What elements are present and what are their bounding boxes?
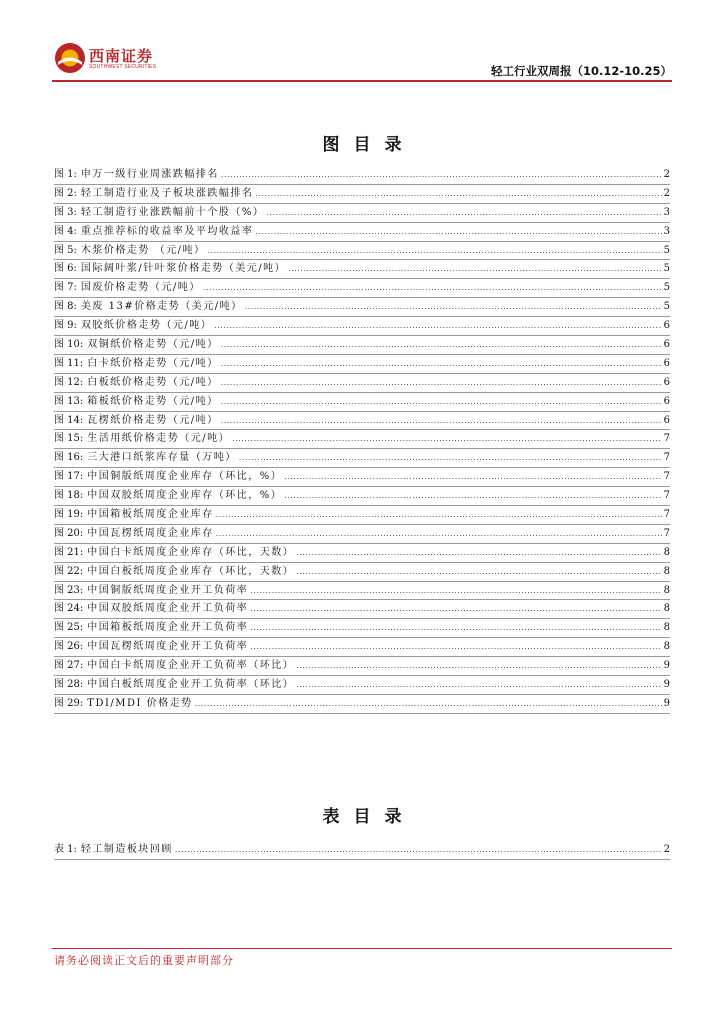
toc-entry-title: 双胶纸价格走势（元/吨）	[80, 320, 213, 332]
toc-entry-number: 图 29:	[54, 697, 84, 709]
toc-entry-number: 图 13:	[54, 395, 84, 407]
toc-entry-number: 图 9:	[54, 320, 77, 332]
toc-entry[interactable]	[54, 242, 670, 261]
toc-entry-title: 轻工制造板块回顾	[80, 844, 173, 855]
toc-entry-title: 重点推荐标的收益率及平均收益率	[80, 225, 254, 237]
toc-entry-title: 轻工制造行业涨跌幅前十个股（%）	[80, 206, 265, 218]
toc-entry[interactable]	[54, 563, 670, 582]
toc-entry[interactable]	[54, 468, 670, 487]
toc-entry[interactable]	[54, 223, 670, 242]
toc-entry-number: 图 18:	[54, 490, 84, 502]
footer-divider	[52, 948, 672, 949]
toc-leader-dots	[296, 544, 661, 563]
toc-entry-title: 中国箱板纸周度企业开工负荷率	[87, 622, 249, 634]
toc-entry-title: 中国瓦楞纸周度企业开工负荷率	[87, 641, 249, 653]
toc-leader-dots	[250, 600, 661, 619]
toc-entry-title: 中国瓦楞纸周度企业库存	[87, 527, 214, 539]
toc-entry-title: 国际阔叶浆/针叶浆价格走势（美元/吨）	[80, 263, 287, 275]
toc-entry[interactable]	[54, 544, 670, 563]
toc-leader-dots	[296, 657, 661, 676]
toc-entry[interactable]	[54, 841, 670, 860]
toc-entry-number: 图 14:	[54, 414, 84, 426]
toc-entry-page: 2	[663, 169, 670, 180]
toc-entry-title: 双铜纸价格走势（元/吨）	[87, 339, 219, 351]
toc-entry-number: 图 22:	[54, 565, 84, 577]
toc-leader-dots	[288, 260, 661, 279]
toc-entry-page: 7	[663, 433, 670, 445]
toc-entry-title: 中国铜版纸周度企业开工负荷率	[87, 584, 249, 596]
toc-leader-dots	[245, 298, 662, 317]
toc-entry[interactable]	[54, 676, 670, 695]
toc-leader-dots	[250, 582, 661, 601]
toc-entry-page: 2	[663, 844, 670, 855]
toc-entry[interactable]	[54, 525, 670, 544]
toc-entry-number: 图 25:	[54, 622, 84, 634]
toc-entry-page: 7	[663, 527, 670, 539]
toc-entry-title: 箱板纸价格走势（元/吨）	[87, 395, 219, 407]
toc-entry[interactable]	[54, 374, 670, 393]
toc-entry[interactable]	[54, 298, 670, 317]
toc-entry-number: 图 23:	[54, 584, 84, 596]
figure-list	[54, 166, 670, 714]
toc-entry-page: 3	[663, 225, 670, 237]
toc-entry[interactable]	[54, 355, 670, 374]
toc-entry-page: 8	[663, 546, 670, 558]
toc-entry-page: 7	[663, 452, 670, 464]
toc-entry-page: 9	[663, 679, 670, 691]
header-divider	[52, 80, 672, 82]
toc-entry[interactable]	[54, 430, 670, 449]
toc-entry-number: 图 15:	[54, 433, 84, 445]
toc-entry[interactable]	[54, 582, 670, 601]
toc-leader-dots	[232, 430, 661, 449]
toc-entry-number: 图 12:	[54, 376, 84, 388]
toc-entry-title: 瓦楞纸价格走势（元/吨）	[87, 414, 219, 426]
toc-entry-number: 图 7:	[54, 282, 77, 294]
toc-entry[interactable]	[54, 204, 670, 223]
toc-leader-dots	[250, 638, 661, 657]
toc-leader-dots	[255, 223, 661, 242]
toc-leader-dots	[255, 185, 661, 204]
toc-leader-dots	[195, 695, 662, 714]
figures-heading: 图目录	[322, 135, 416, 155]
toc-leader-dots	[284, 468, 661, 487]
toc-entry-title: 木浆价格走势 （元/吨）	[80, 244, 206, 256]
toc-entry[interactable]	[54, 657, 670, 676]
toc-entry-page: 7	[663, 490, 670, 502]
brand-logo	[54, 42, 174, 76]
toc-entry-page: 5	[663, 263, 670, 275]
toc-entry-page: 9	[663, 660, 670, 672]
toc-entry-title: 中国白板纸周度企业开工负荷率（环比）	[87, 679, 295, 691]
footer-disclaimer: 请务必阅读正文后的重要声明部分	[54, 954, 234, 967]
toc-leader-dots	[175, 841, 662, 860]
toc-entry-number: 图 26:	[54, 641, 84, 653]
toc-entry-title: 中国铜版纸周度企业库存（环比，%）	[87, 471, 283, 483]
report-title: 轻工行业双周报（10.12-10.25）	[490, 64, 672, 78]
toc-entry-page: 8	[663, 622, 670, 634]
toc-entry[interactable]	[54, 260, 670, 279]
toc-leader-dots	[221, 166, 662, 185]
toc-entry-title: 中国箱板纸周度企业库存	[87, 509, 214, 521]
toc-entry[interactable]	[54, 638, 670, 657]
toc-leader-dots	[221, 374, 662, 393]
toc-leader-dots	[221, 336, 662, 355]
toc-entry-number: 图 24:	[54, 603, 84, 615]
toc-entry-page: 6	[663, 320, 670, 332]
toc-entry[interactable]	[54, 412, 670, 431]
toc-leader-dots	[221, 355, 662, 374]
toc-entry-page: 6	[663, 414, 670, 426]
toc-entry-number: 图 8:	[54, 301, 77, 313]
toc-entry-title: 生活用纸价格走势（元/吨）	[87, 433, 231, 445]
toc-entry-number: 图 10:	[54, 339, 84, 351]
toc-leader-dots	[221, 412, 662, 431]
toc-entry[interactable]	[54, 185, 670, 204]
toc-entry-number: 表 1:	[54, 844, 77, 855]
toc-entry-number: 图 17:	[54, 471, 84, 483]
toc-entry-title: 中国白卡纸周度企业库存（环比，天数）	[87, 546, 295, 558]
brand-name-en: SOUTHWEST SECURITIES	[89, 64, 157, 70]
toc-entry-title: 申万一级行业周涨跌幅排名	[80, 169, 219, 180]
toc-entry-number: 图 28:	[54, 679, 84, 691]
toc-leader-dots	[296, 676, 661, 695]
toc-leader-dots	[296, 563, 661, 582]
toc-entry-title: TDI/MDI 价格走势	[87, 697, 193, 709]
toc-entry-page: 7	[663, 471, 670, 483]
toc-leader-dots	[214, 317, 661, 336]
toc-entry-page: 3	[663, 206, 670, 218]
toc-entry-title: 白卡纸价格走势（元/吨）	[87, 357, 219, 369]
toc-leader-dots	[250, 619, 661, 638]
toc-entry[interactable]	[54, 336, 670, 355]
toc-entry[interactable]	[54, 279, 670, 298]
toc-entry-title: 国废价格走势（元/吨）	[80, 282, 201, 294]
toc-entry-page: 6	[663, 395, 670, 407]
toc-entry-title: 中国双胶纸周度企业开工负荷率	[87, 603, 249, 615]
toc-entry-title: 轻工制造行业及子板块涨跌幅排名	[80, 187, 254, 199]
toc-leader-dots	[284, 487, 661, 506]
toc-leader-dots	[221, 393, 662, 412]
toc-entry-title: 白板纸价格走势（元/吨）	[87, 376, 219, 388]
toc-leader-dots	[216, 525, 662, 544]
toc-entry-title: 中国双胶纸周度企业库存（环比，%）	[87, 490, 283, 502]
toc-entry-page: 9	[663, 697, 670, 709]
toc-entry-number: 图 3:	[54, 206, 77, 218]
toc-entry-number: 图 2:	[54, 187, 77, 199]
toc-entry[interactable]	[54, 695, 670, 714]
logo-mark-icon	[54, 42, 86, 74]
toc-entry[interactable]	[54, 449, 670, 468]
toc-entry[interactable]	[54, 317, 670, 336]
toc-entry-number: 图 11:	[54, 357, 84, 369]
toc-entry-title: 美废 13#价格走势（美元/吨）	[80, 301, 243, 313]
toc-entry-page: 7	[663, 509, 670, 521]
toc-entry-number: 图 27:	[54, 660, 84, 672]
toc-entry-page: 6	[663, 357, 670, 369]
toc-entry-title: 中国白卡纸周度企业开工负荷率（环比）	[87, 660, 295, 672]
toc-entry-page: 5	[663, 244, 670, 256]
toc-entry[interactable]	[54, 393, 670, 412]
toc-entry-number: 图 20:	[54, 527, 84, 539]
toc-entry[interactable]	[54, 487, 670, 506]
toc-entry-page: 8	[663, 641, 670, 653]
toc-leader-dots	[266, 204, 661, 223]
toc-entry-page: 6	[663, 376, 670, 388]
toc-leader-dots	[239, 449, 662, 468]
toc-entry-number: 图 21:	[54, 546, 84, 558]
toc-leader-dots	[207, 242, 661, 261]
toc-leader-dots	[216, 506, 662, 525]
toc-entry[interactable]	[54, 506, 670, 525]
table-list	[54, 841, 670, 860]
toc-entry-page: 8	[663, 603, 670, 615]
brand-name-cn: 西南证券	[89, 47, 154, 65]
toc-entry-page: 2	[663, 187, 670, 199]
toc-entry[interactable]	[54, 619, 670, 638]
toc-entry-number: 图 1:	[54, 169, 77, 180]
toc-entry-page: 6	[663, 339, 670, 351]
toc-entry-number: 图 5:	[54, 244, 77, 256]
toc-entry-page: 5	[663, 282, 670, 294]
toc-entry-number: 图 16:	[54, 452, 84, 464]
toc-entry[interactable]	[54, 166, 670, 185]
toc-entry-number: 图 19:	[54, 509, 84, 521]
toc-entry[interactable]	[54, 600, 670, 619]
toc-leader-dots	[203, 279, 662, 298]
toc-entry-page: 5	[663, 301, 670, 313]
toc-entry-title: 中国白板纸周度企业库存（环比，天数）	[87, 565, 295, 577]
toc-entry-page: 8	[663, 565, 670, 577]
toc-entry-page: 8	[663, 584, 670, 596]
tables-heading: 表目录	[322, 807, 416, 827]
toc-entry-number: 图 4:	[54, 225, 77, 237]
toc-entry-title: 三大港口纸浆库存量（万吨）	[87, 452, 237, 464]
toc-entry-number: 图 6:	[54, 263, 77, 275]
